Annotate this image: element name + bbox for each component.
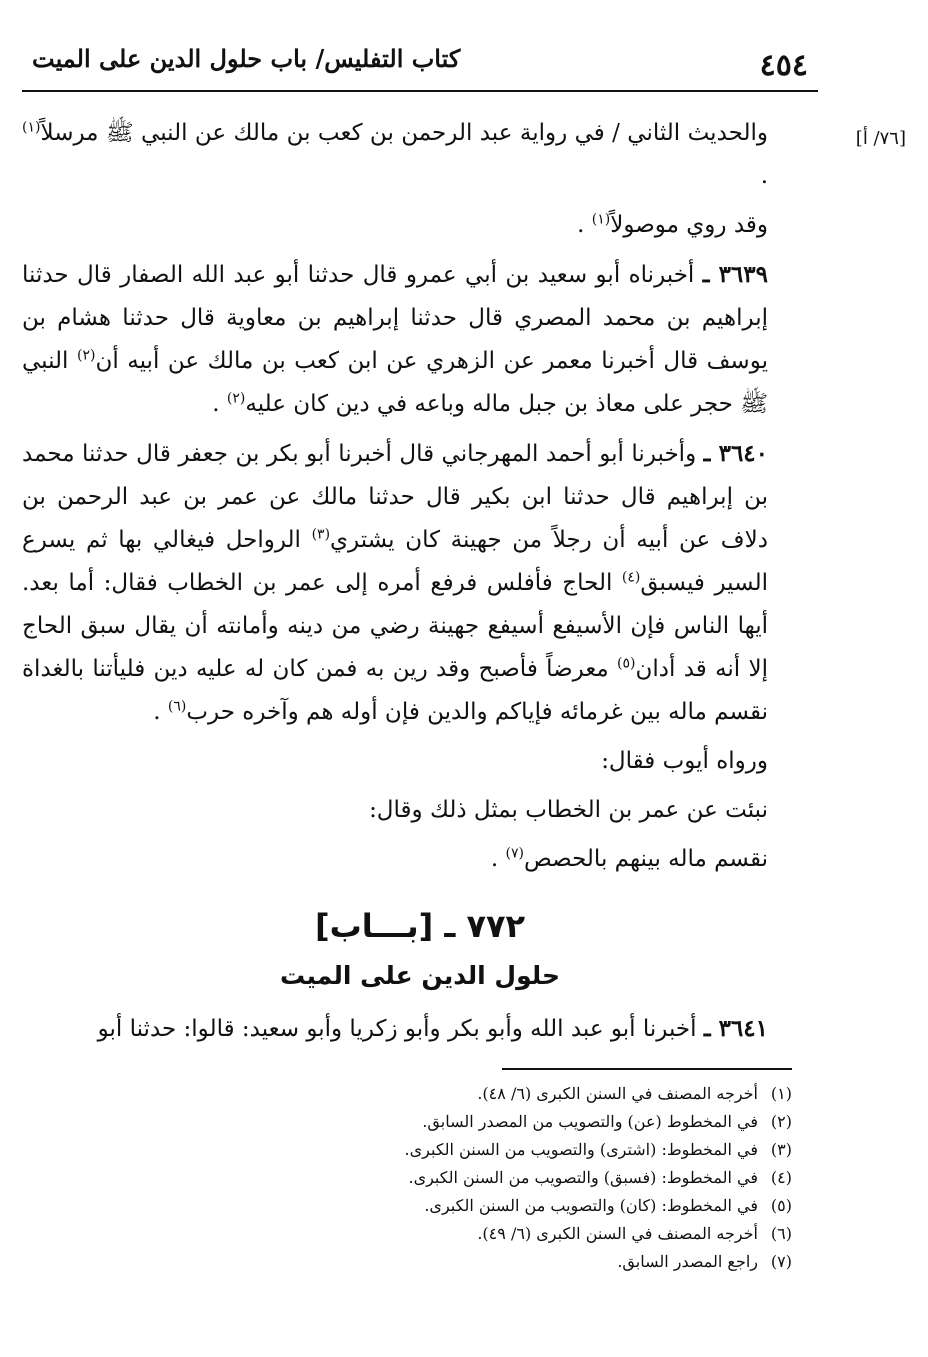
footnote-number: (٥) — [770, 1196, 792, 1215]
text-segment: ورواه أيوب فقال: — [601, 748, 768, 774]
chapter-title: حلول الدين على الميت — [280, 961, 560, 990]
text-segment: الحاج فأفلس فرفع أمره إلى عمر بن الخطاب فقال: أما بعد. أيها الناس فإن الأسيفع أسيفع جهينة رضي من دينه وأمانته أن يقال سبق الحاج إلا أنه قد أدان — [22, 570, 768, 682]
paragraph — [22, 112, 818, 198]
footnote-ref: (٢) — [76, 347, 96, 364]
footnote — [22, 1220, 792, 1248]
footnote-number: (٤) — [770, 1168, 792, 1187]
footnote-ref: (٢) — [226, 390, 246, 407]
footnote — [22, 1080, 792, 1108]
footnote-ref: (٤) — [621, 569, 641, 586]
footnote-text: أخرجه المصنف في السنن الكبرى (٦/ ٤٨). — [477, 1084, 758, 1103]
page-number: ٤٥٤ — [759, 48, 808, 83]
footnote — [22, 1136, 792, 1164]
footnote-ref: (٥) — [617, 655, 636, 672]
footnote-number: (٦) — [770, 1224, 792, 1243]
footnote-number: (٣) — [770, 1140, 792, 1159]
text-segment: النبي ﷺ حجر على معاذ بن جبل ماله وباعه في دين كان عليه — [22, 348, 768, 417]
footnote-ref: (١) — [591, 211, 611, 228]
footnote-number: (٧) — [770, 1252, 792, 1271]
text-segment: الرواحل فيغالي بها ثم يسرع السير فيسبق — [22, 527, 768, 596]
text-segment: . — [490, 846, 506, 872]
text-segment: . — [577, 212, 592, 238]
footnotes — [22, 1080, 792, 1276]
paragraph — [22, 789, 818, 832]
footnote-text: أخرجه المصنف في السنن الكبرى (٦/ ٤٩). — [477, 1224, 758, 1243]
paragraph — [22, 432, 818, 734]
hadith-number: ٣٦٣٩ ـ — [702, 261, 768, 288]
hadith-number: ٣٦٤٠ ـ — [703, 440, 769, 467]
footnote-text: في المخطوط (عن) والتصويب من المصدر السابق. — [422, 1112, 758, 1131]
footnote-number: (١) — [770, 1084, 792, 1103]
text-segment: معرضاً فأصبح وقد رين به فمن كان له عليه دين فليأتنا بالغداة نقسم ماله بين غرمائه فإياكم والدين فإن أوله هم وآخره حرب — [22, 656, 768, 725]
footnote-ref: (٧) — [505, 845, 524, 862]
text-segment: . — [212, 391, 227, 417]
text-segment: . — [153, 699, 168, 725]
paragraph — [22, 253, 818, 426]
footnote — [22, 1108, 792, 1136]
text-segment: . — [760, 163, 768, 189]
footnote-ref: (١) — [22, 119, 41, 136]
paragraph-list — [22, 112, 818, 881]
manuscript-folio-note: [٧٦/ أ] — [855, 128, 906, 149]
footnote-text: في المخطوط: (فسبق) والتصويب من السنن الكبرى. — [408, 1168, 758, 1187]
main-text — [22, 112, 818, 1057]
paragraph — [22, 838, 818, 881]
paragraph — [22, 204, 818, 247]
hadith-number: ٣٦٤١ ـ — [703, 1015, 768, 1042]
header-rule — [22, 90, 818, 92]
footnote — [22, 1164, 792, 1192]
paragraph — [22, 740, 818, 783]
footnote-text: في المخطوط: (اشترى) والتصويب من السنن الكبرى. — [404, 1140, 758, 1159]
text-segment: وقد روي موصولاً — [610, 212, 768, 238]
footnote — [22, 1192, 792, 1220]
footnote-text: راجع المصدر السابق. — [617, 1252, 758, 1271]
chapter-heading: ٧٧٢ ـ [بـــاب] — [314, 907, 526, 945]
text-segment: أخبرنا أبو عبد الله وأبو بكر وأبو زكريا وأبو سعيد: قالوا: حدثنا أبو — [97, 1016, 704, 1042]
text-segment: أخبرناه أبو سعيد بن أبي عمرو قال حدثنا أبو عبد الله الصفار قال حدثنا إبراهيم بن محمد المصري قال حدثنا إبراهيم بن معاوية قال حدثنا هشام بن يوسف قال أخبرنا معمر عن الزهري عن ابن كعب بن مالك عن أبيه أن — [22, 262, 768, 374]
footnote-text: في المخطوط: (كان) والتصويب من السنن الكبرى. — [424, 1196, 758, 1215]
footnote-number: (٢) — [770, 1112, 792, 1131]
text-segment: والحديث الثاني / في رواية عبد الرحمن بن كعب بن مالك عن النبي ﷺ مرسلاً — [40, 120, 768, 146]
footnote-ref: (٦) — [167, 698, 187, 715]
footnote-ref: (٣) — [311, 526, 331, 543]
text-segment: نبئت عن عمر بن الخطاب بمثل ذلك وقال: — [369, 797, 768, 823]
text-segment: وأخبرنا أبو أحمد المهرجاني قال أخبرنا أبو بكر بن جعفر قال حدثنا محمد بن إبراهيم قال حدثنا ابن بكير قال حدثنا مالك عن عمر بن عبد الرحمن بن دلاف عن أبيه أن رجلاً من جهينة كان يشتري — [22, 441, 769, 553]
text-segment: نقسم ماله بينهم بالحصص — [523, 846, 768, 872]
footnote — [22, 1248, 792, 1276]
running-title: كتاب التفليس/ باب حلول الدين على الميت — [32, 44, 461, 73]
footnote-rule — [502, 1068, 792, 1070]
paragraph-3641 — [22, 1007, 818, 1051]
